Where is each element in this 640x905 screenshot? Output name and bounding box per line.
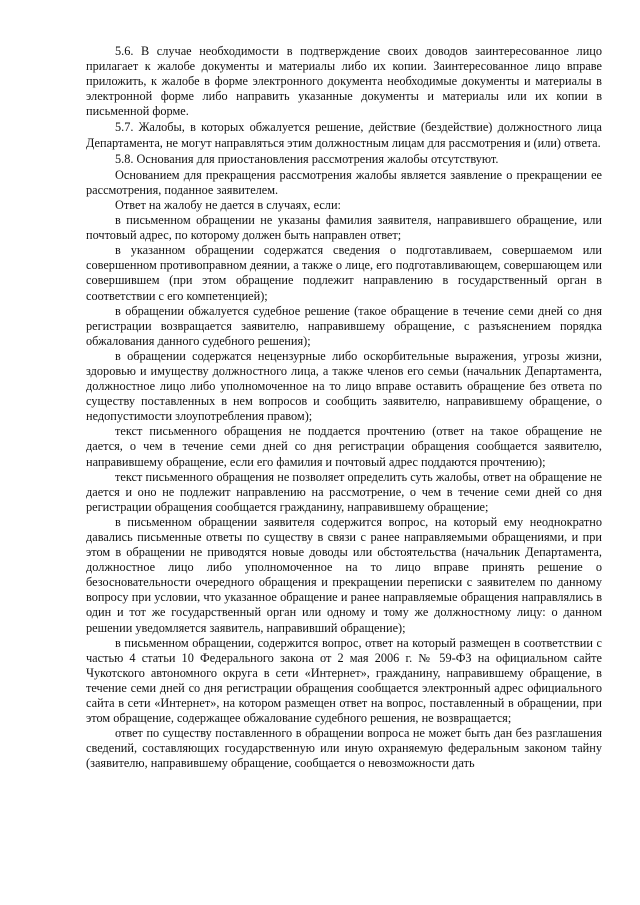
list-item-obscene: в обращении содержатся нецензурные либо оскорбительные выражения, угрозы жизни, здоровью и имуществу должностного лица, а также членов его семьи (начальник Департамента, должностное лицо либо уполномоченное на то лицо вправе оставить обращение без ответа по существу поставленных в нем вопросов и сообщить заявителю, направившему обращение, о недопустимости злоупотребления правом); [86, 348, 602, 424]
list-item-court-decision: в обращении обжалуется судебное решение (такое обращение в течение семи дней со дня регистрации возвращается заявителю, направившему обращение, с разъяснением порядка обжалования данного судебного решения); [86, 303, 602, 348]
list-item-illegal-act: в указанном обращении содержатся сведения о подготавливаем, совершаемом или совершенном противоправном деянии, а также о лице, его подготавливающем, совершающем или совершившем (при этом обращение подлежит направлению в государственный орган в соответствии с его компетенцией); [86, 243, 602, 303]
list-item-repeated-question: в письменном обращении заявителя содержится вопрос, на который ему неоднократно давались письменные ответы по существу в связи с ранее направляемыми обращениями, и при этом в обращении не приводятся новые доводы или обстоятельства (начальник Департамента, должностное лицо либо уполномоченное на то лицо вправе принять решение о безосновательности очередного обращения и прекращении переписки с заявителем по данному вопросу при условии, что указанное обращение и ранее направляемые обращения направлялись в один и тот же государственный орган или одному и тому же должностному лицу: о данном решении уведомляется заявитель, направивший обращение); [86, 514, 602, 635]
paragraph-5-8: 5.8. Основания для приостановления рассмотрения жалобы отсутствуют. [115, 151, 499, 166]
paragraph-5-7: 5.7. Жалобы, в которых обжалуется решение, действие (бездействие) должностного лица Департамента, не могут направляться этим должностным лицам для рассмотрения и (или) ответа. [86, 120, 602, 150]
paragraph-termination-grounds: Основанием для прекращения рассмотрения жалобы является заявление о прекращении ее рассмотрения, поданное заявителем. [86, 167, 602, 197]
document-page [86, 44, 602, 772]
list-item-unclear-essence: текст письменного обращения не позволяет определить суть жалобы, ответ на обращение не дается и оно не подлежит направлению на рассмотрение, о чем в течение семи дней со дня регистрации обращения сообщается гражданину, направившему обращение; [86, 469, 602, 514]
list-item-answer-published: в письменном обращении, содержится вопрос, ответ на который размещен в соответствии с частью 4 статьи 10 Федерального закона от 2 мая 2006 г. № 59-ФЗ на официальном сайте Чукотского автономного округа в сети «Интернет», гражданину, направившему обращение, в течение семи дней со дня регистрации обращения сообщается электронный адрес официального сайта в сети «Интернет», на котором размещен ответ на вопрос, поставленный в обращении, при этом обращение, содержащее обжалование судебного решения, не возвращается; [86, 635, 602, 726]
list-item-no-name: в письменном обращении не указаны фамилия заявителя, направившего обращение, или почтовый адрес, по которому должен быть направлен ответ; [86, 213, 602, 243]
list-item-unreadable: текст письменного обращения не поддается прочтению (ответ на такое обращение не дается, о чем в течение семи дней со дня регистрации обращения сообщается заявителю, направившему обращение, если его фамилия и почтовый адрес поддаются прочтению); [86, 424, 602, 469]
list-item-state-secret: ответ по существу поставленного в обращении вопроса не может быть дан без разглашения сведений, составляющих государственную или иную охраняемую федеральным законом тайну (заявителю, направившему обращение, сообщается о невозможности дать [86, 726, 602, 771]
paragraph-no-answer-intro: Ответ на жалобу не дается в случаях, если: [115, 197, 341, 212]
paragraph-5-6: 5.6. В случае необходимости в подтверждение своих доводов заинтересованное лицо прилагает к жалобе документы и материалы либо их копии. Заинтересованное лицо вправе приложить, к жалобе в форме электронного документа необходимые документы и материалы в электронной форме либо направить указанные документы и материалы или их копии в письменной форме. [86, 44, 602, 119]
